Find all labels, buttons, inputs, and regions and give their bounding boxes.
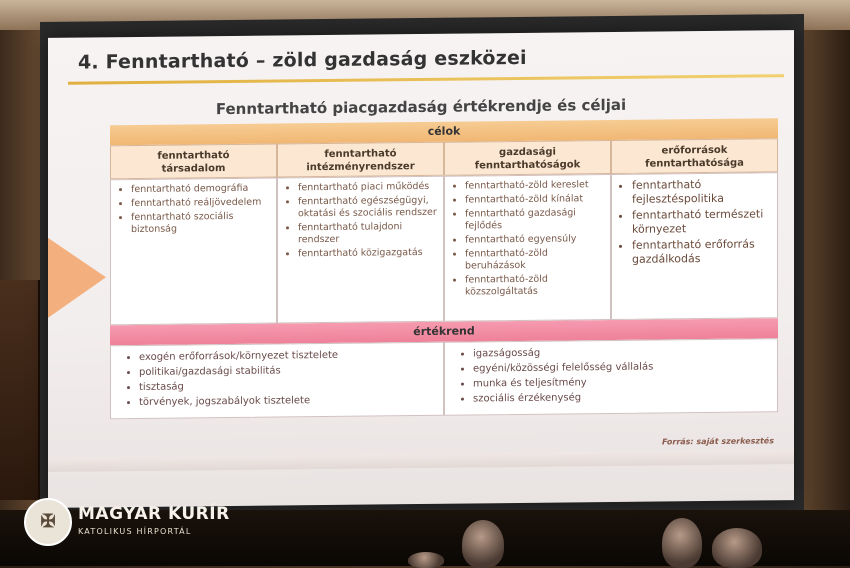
list-item: • fenntartható demográfia [131, 183, 270, 196]
ertekrend-band: értékrend [110, 318, 778, 345]
goals-cell [444, 174, 611, 322]
list-item: • fenntartható egészségügyi, oktatási és szociális rendszer [298, 195, 437, 220]
values-row [110, 338, 778, 419]
list-item: • fenntartható-zöld kínálat [465, 193, 604, 206]
column-header [611, 138, 778, 174]
slide-title: 4. Fenntartható – zöld gazdaság eszközei [78, 46, 527, 74]
header-line: fenntarthatósága [645, 157, 744, 170]
audience-head [462, 520, 504, 568]
header-line: társadalom [161, 163, 226, 175]
source-note: Forrás: saját szerkesztés [662, 436, 774, 447]
watermark-tagline: KATOLIKUS HÍRPORTÁL [78, 527, 192, 536]
list-item: • politikai/gazdasági stabilitás [139, 362, 437, 380]
column-header [110, 144, 277, 180]
header-line: fenntartható [157, 150, 230, 162]
magyar-kurir-logo-icon: ✠ [24, 498, 72, 546]
list-item: • fenntartható erőforrás gazdálkodás [632, 237, 771, 266]
header-line: gazdasági fenntarthatóságok [474, 146, 581, 172]
projected-slide [48, 30, 794, 508]
list-item: • tisztaság [139, 377, 437, 395]
goals-cell [110, 178, 277, 326]
list-item: • fenntartható reáljövedelem [131, 197, 270, 210]
list-item: • fenntartható szociális biztonság [131, 211, 270, 236]
column-header [277, 142, 444, 178]
list-item: • igazságosság [473, 343, 771, 361]
header-line: intézményrendszer [306, 161, 415, 174]
list-item: • fenntartható természeti környezet [632, 207, 771, 236]
list-item: • fenntartható piaci működés [298, 181, 437, 194]
slide-bottom-strip [48, 450, 794, 472]
arrow-shape [48, 237, 106, 318]
values-cell-right [444, 338, 778, 415]
wall-painting [0, 280, 40, 500]
goals-values-table [110, 118, 778, 419]
goals-row [110, 172, 778, 325]
goals-cell [277, 176, 444, 324]
values-cell-left [110, 342, 444, 419]
header-line: erőforrások [661, 144, 728, 157]
list-item: • munka és teljesítmény [473, 373, 771, 391]
list-item: • fenntartható-zöld beruházások [465, 247, 604, 272]
goals-cell [611, 172, 778, 320]
column-header [444, 140, 611, 176]
celok-band: célok [110, 118, 778, 145]
title-underline [68, 74, 784, 84]
list-item: • törvények, jogszabályok tisztelete [139, 392, 437, 410]
list-item: • fenntartható fejlesztéspolitika [632, 177, 771, 206]
audience-head [712, 528, 762, 568]
header-line: fenntartható [324, 148, 397, 161]
list-item: • egyéni/közösségi felelősség vállalás [473, 358, 771, 376]
list-item: • fenntartható tulajdoni rendszer [298, 221, 437, 246]
list-item: • fenntartható-zöld közszolgáltatás [465, 273, 604, 298]
list-item: • fenntartható-zöld kereslet [465, 179, 604, 192]
list-item: • fenntartható közigazgatás [298, 247, 437, 260]
slide-subtitle: Fenntartható piacgazdaság értékrendje és céljai [215, 95, 627, 119]
list-item: • fenntartható gazdasági fejlődés [465, 207, 604, 232]
list-item: • exogén erőforrások/környezet tisztelete [139, 347, 437, 365]
list-item: • fenntartható egyensúly [465, 233, 604, 246]
audience-head [662, 518, 702, 568]
watermark-brand: MAGYAR KURÍR [78, 504, 230, 524]
list-item: • szociális érzékenység [473, 388, 771, 406]
